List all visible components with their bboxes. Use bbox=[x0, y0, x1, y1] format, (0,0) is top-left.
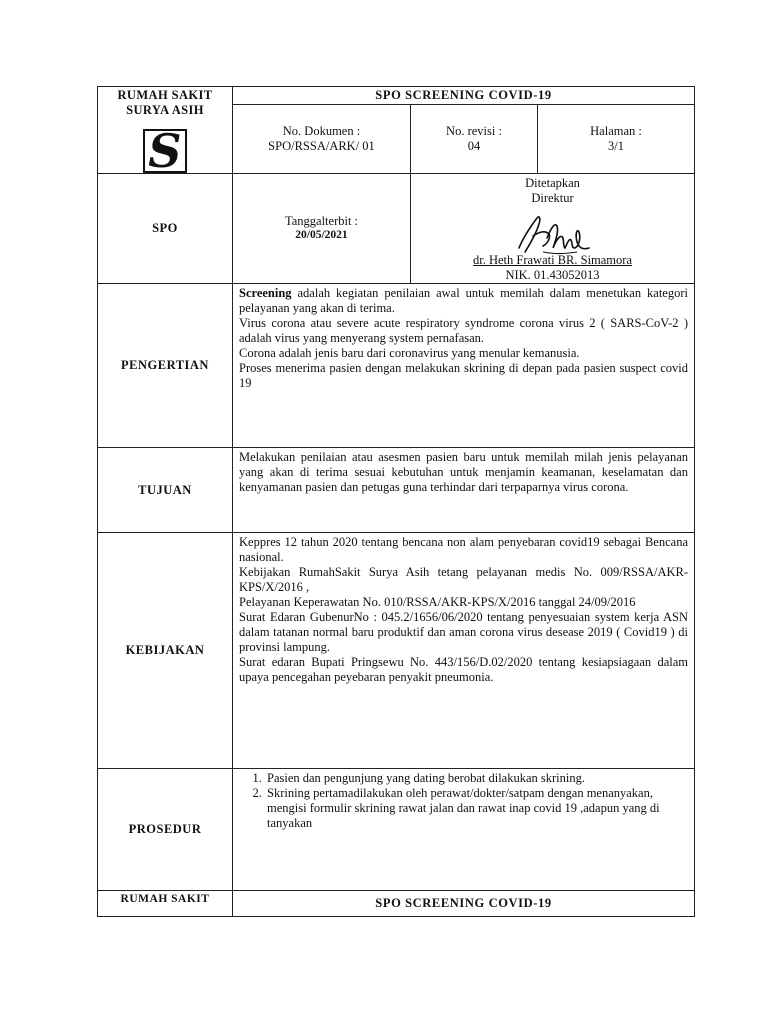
prosedur-content bbox=[233, 769, 695, 891]
tujuan-paragraph: Melakukan penilaian atau asesmen pasien baru untuk memilah milah jenis pelayanan yang akan di terima sesuai kebutuhan untuk menjamin keamanan, keselamatan dan kenyamanan pasien dan petugas guna terhindar dari terpaparnya virus corona. bbox=[239, 450, 688, 494]
signer-name: dr. Heth Frawati BR. Simamora bbox=[472, 253, 632, 267]
issue-date-label: Tanggalterbit : bbox=[284, 214, 359, 229]
prosedur-item-1: 1. Pasien dan pengunjung yang dating berobat dilakukan skrining. bbox=[265, 771, 688, 786]
signer-nik: NIK. 01.43052013 bbox=[505, 268, 600, 282]
approved-by-title: Direktur bbox=[531, 191, 574, 205]
pengertian-paragraph-4: Proses menerima pasien dengan melakukan skrining di depan pada pasien suspect covid 19 bbox=[239, 361, 688, 390]
signature-image bbox=[513, 208, 593, 260]
prosedur-item-2: 2. Skrining pertamadilakukan oleh perawat/dokter/satpam dengan menanyakan, mengisi formulir skrining rawat jalan dan rawat inap covid 19 ,adapun yang di tanyakan bbox=[265, 786, 688, 831]
tujuan-label: TUJUAN bbox=[98, 448, 233, 533]
kebijakan-paragraph-3: Pelayanan Keperawatan No. 010/RSSA/AKR-KPS/X/2016 tanggal 24/09/2016 bbox=[239, 595, 636, 609]
footer-hospital-name: RUMAH SAKIT bbox=[98, 891, 233, 917]
doc-number-label: No. Dokumen : bbox=[282, 124, 361, 138]
spo-table bbox=[97, 86, 695, 917]
screening-definition: adalah kegiatan penilaian awal untuk memilah dalam menetukan kategori pelayanan yang akan di terima. bbox=[239, 286, 688, 315]
prosedur-list bbox=[239, 771, 688, 831]
prosedur-label: PROSEDUR bbox=[98, 769, 233, 891]
pengertian-paragraph-3: Corona adalah jenis baru dari coronavirus yang menular kemanusia. bbox=[239, 346, 580, 360]
hospital-name-line1: RUMAH SAKIT bbox=[117, 88, 213, 102]
revision-label: No. revisi : bbox=[446, 124, 502, 138]
kebijakan-paragraph-1: Keppres 12 tahun 2020 tentang bencana non alam penyebaran covid19 sebagai Bencana nasional. bbox=[239, 535, 688, 564]
doc-number-cell bbox=[233, 105, 411, 174]
pengertian-paragraph-1 bbox=[239, 286, 688, 316]
revision-value: 04 bbox=[467, 139, 481, 153]
tujuan-content bbox=[233, 448, 695, 533]
pengertian-content bbox=[233, 284, 695, 448]
kebijakan-paragraph-4: Surat Edaran GubenurNo : 045.2/1656/06/2020 tentang penyesuaian system kerja ASN dalam tatanan normal baru produktif dan aman corona virus desease 2019 ( Covid19 ) di provinsi lampung. bbox=[239, 610, 688, 654]
page-number-cell bbox=[538, 105, 695, 174]
logo-letter: S bbox=[148, 124, 182, 178]
hospital-logo bbox=[143, 124, 187, 178]
kebijakan-content bbox=[233, 533, 695, 769]
issue-date-cell bbox=[233, 174, 411, 284]
issue-date-value: 20/05/2021 bbox=[295, 229, 348, 242]
screening-term: Screening bbox=[239, 286, 292, 300]
kebijakan-label: KEBIJAKAN bbox=[98, 533, 233, 769]
footer-title: SPO SCREENING COVID-19 bbox=[233, 891, 695, 917]
document-title: SPO SCREENING COVID-19 bbox=[233, 87, 695, 105]
revision-cell bbox=[411, 105, 538, 174]
kebijakan-paragraph-2: Kebijakan RumahSakit Surya Asih tetang pelayanan medis No. 009/RSSA/AKR-KPS/X/2016 , bbox=[239, 565, 688, 594]
hospital-name-line2: SURYA ASIH bbox=[126, 103, 204, 117]
signature-area bbox=[411, 206, 694, 253]
page-label: Halaman : bbox=[590, 124, 642, 138]
page-value: 3/1 bbox=[608, 139, 624, 153]
pengertian-paragraph-2: Virus corona atau severe acute respiratory syndrome corona virus 2 ( SARS-CoV-2 ) adalah virus yang menyerang system pernafasan. bbox=[239, 316, 688, 345]
doc-number-value: SPO/RSSA/ARK/ 01 bbox=[268, 139, 375, 153]
approval-cell bbox=[411, 174, 695, 284]
pengertian-label: PENGERTIAN bbox=[98, 284, 233, 448]
spo-label: SPO bbox=[98, 174, 233, 284]
approved-by-label: Ditetapkan bbox=[525, 176, 580, 190]
kebijakan-paragraph-5: Surat edaran Bupati Pringsewu No. 443/156/D.02/2020 tentang kesiapsiagaan dalam upaya pencegahan peyebaran penyakit pneumonia. bbox=[239, 655, 688, 684]
hospital-header-cell bbox=[98, 87, 233, 178]
